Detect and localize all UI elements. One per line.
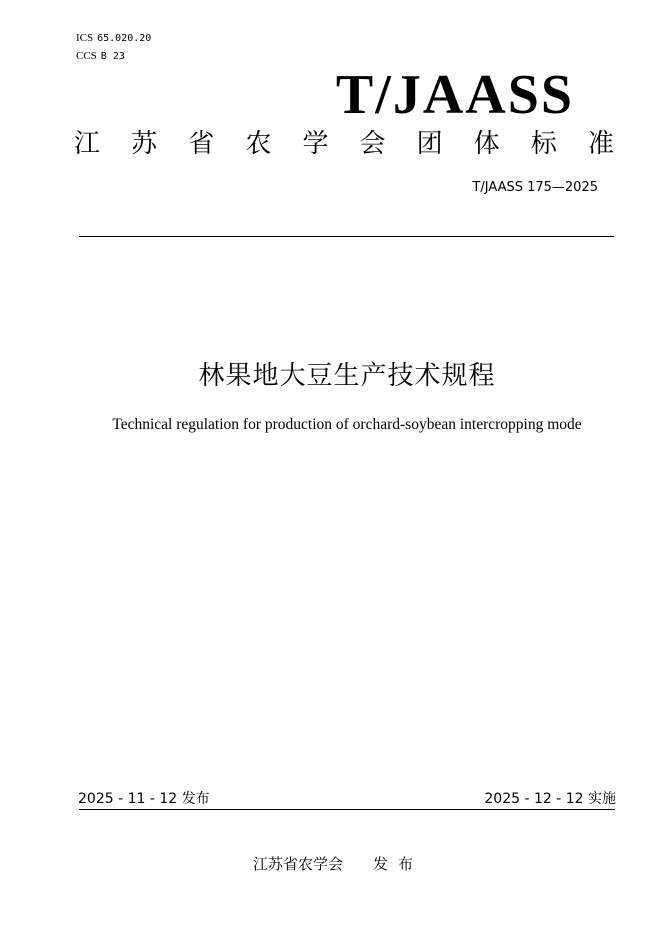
org-char: 学 [302, 129, 329, 159]
org-char: 农 [245, 129, 272, 159]
header-divider [79, 236, 614, 237]
ccs-code: B 23 [100, 51, 125, 62]
standard-logo: T/JAASS [335, 64, 574, 126]
standard-number: T/JAASS 175—2025 [472, 180, 598, 195]
publisher-line [0, 853, 662, 875]
org-char: 省 [188, 129, 215, 159]
org-char: 体 [473, 129, 500, 159]
ics-code: 65.020.20 [97, 33, 152, 44]
org-char: 苏 [131, 129, 158, 159]
organization-title [74, 126, 614, 162]
publisher-name: 江苏省农学会 [252, 855, 343, 873]
ccs-classification [76, 49, 125, 64]
ics-classification [76, 31, 151, 46]
org-char: 团 [416, 129, 443, 159]
document-title-chinese: 林果地大豆生产技术规程 [198, 361, 496, 391]
org-char: 标 [530, 129, 557, 159]
org-char: 准 [587, 129, 614, 159]
org-char: 会 [359, 129, 386, 159]
org-char: 江 [74, 129, 101, 159]
effective-date: 2025 - 12 - 12 实施 [484, 791, 616, 807]
footer-divider [79, 809, 615, 810]
document-title-english: Technical regulation for production of orchard-soybean intercropping mode [112, 416, 582, 433]
publisher-action: 发布 [373, 855, 424, 873]
ccs-label: CCS [76, 50, 97, 62]
issue-date: 2025 - 11 - 12 发布 [78, 791, 210, 807]
ics-label: ICS [76, 32, 94, 44]
